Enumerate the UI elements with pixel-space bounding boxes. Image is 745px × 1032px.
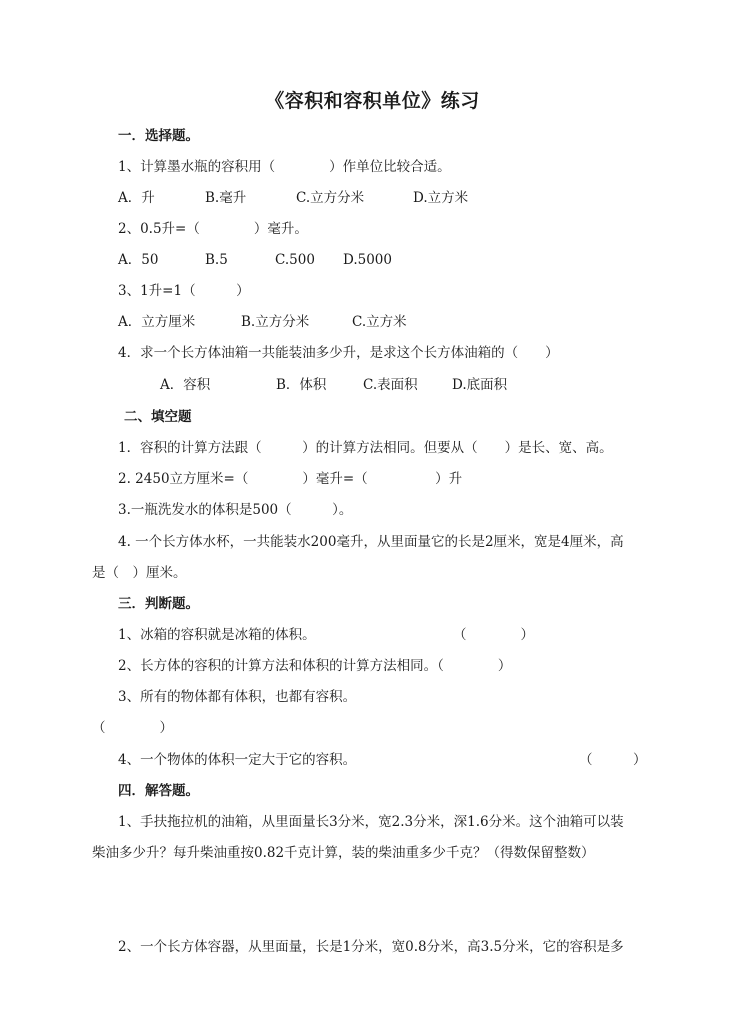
section-heading-solve: 四．解答题。: [118, 783, 199, 799]
page-title: 《容积和容积单位》练习: [265, 90, 480, 112]
q1-3-option-c: C.立方米: [352, 314, 407, 330]
question-3-3-blank: （ ）: [92, 720, 173, 736]
question-3-3: 3、所有的物体都有体积，也都有容积。: [118, 689, 357, 705]
question-4-1-line2: 柴油多少升？每升柴油重按0.82千克计算，装的柴油重多少千克？（得数保留整数）: [92, 845, 595, 861]
q1-4-option-d: D.底面积: [452, 377, 508, 393]
section-heading-judge: 三．判断题。: [118, 596, 199, 612]
question-2-3: 3.一瓶洗发水的体积是500（ ）。: [118, 502, 353, 518]
question-3-1-blank: （ ）: [453, 627, 534, 643]
section-heading-fill: 二、填空题: [124, 409, 192, 425]
question-1-4: 4．求一个长方体油箱一共能装油多少升，是求这个长方体油箱的（ ）: [118, 345, 559, 361]
question-2-1: 1．容积的计算方法跟（ ）的计算方法相同。但要从（ ）是长、宽、高。: [118, 440, 613, 456]
q1-2-option-b: B.5: [205, 252, 228, 268]
q1-2-option-c: C.500: [275, 252, 315, 268]
question-2-4-line1: 4. 一个长方体水杯，一共能装水200毫升，从里面量它的长是2厘米，宽是4厘米，高: [118, 534, 624, 550]
question-4-2-line1: 2、一个长方体容器，从里面量，长是1分米，宽0.8分米，高3.5分米，它的容积是多: [118, 939, 624, 955]
q1-1-option-b: B.毫升: [205, 190, 247, 206]
q1-4-option-c: C.表面积: [363, 377, 418, 393]
question-4-1-line1: 1、手扶拖拉机的油箱，从里面量长3分米，宽2.3分米，深1.6分米。这个油箱可以装: [118, 814, 624, 830]
question-3-1: 1、冰箱的容积就是冰箱的体积。: [118, 627, 316, 643]
q1-1-option-a: A．升: [118, 190, 155, 206]
question-1-1: 1、计算墨水瓶的容积用（ ）作单位比较合适。: [118, 159, 451, 175]
question-1-3: 3、1升=1（ ）: [118, 283, 250, 299]
section-heading-choice: 一．选择题。: [118, 128, 199, 144]
q1-2-option-d: D.5000: [343, 252, 392, 268]
q1-3-option-b: B.立方分米: [241, 314, 310, 330]
q1-1-option-d: D.立方米: [413, 190, 469, 206]
question-3-4: 4、一个物体的体积一定大于它的容积。: [118, 752, 357, 768]
question-2-2: 2. 2450立方厘米=（ ）毫升=（ ）升: [118, 471, 463, 487]
question-2-4-line2: 是（ ）厘米。: [92, 565, 187, 581]
q1-4-option-a: A．容积: [160, 377, 211, 393]
question-3-4-blank: （ ）: [579, 752, 647, 768]
q1-3-option-a: A．立方厘米: [118, 314, 196, 330]
q1-4-option-b: B．体积: [276, 377, 327, 393]
question-1-2: 2、0.5升=（ ）毫升。: [118, 221, 308, 237]
q1-1-option-c: C.立方分米: [296, 190, 365, 206]
question-3-2: 2、长方体的容积的计算方法和体积的计算方法相同。（ ）: [118, 658, 512, 674]
q1-2-option-a: A．50: [118, 252, 159, 268]
